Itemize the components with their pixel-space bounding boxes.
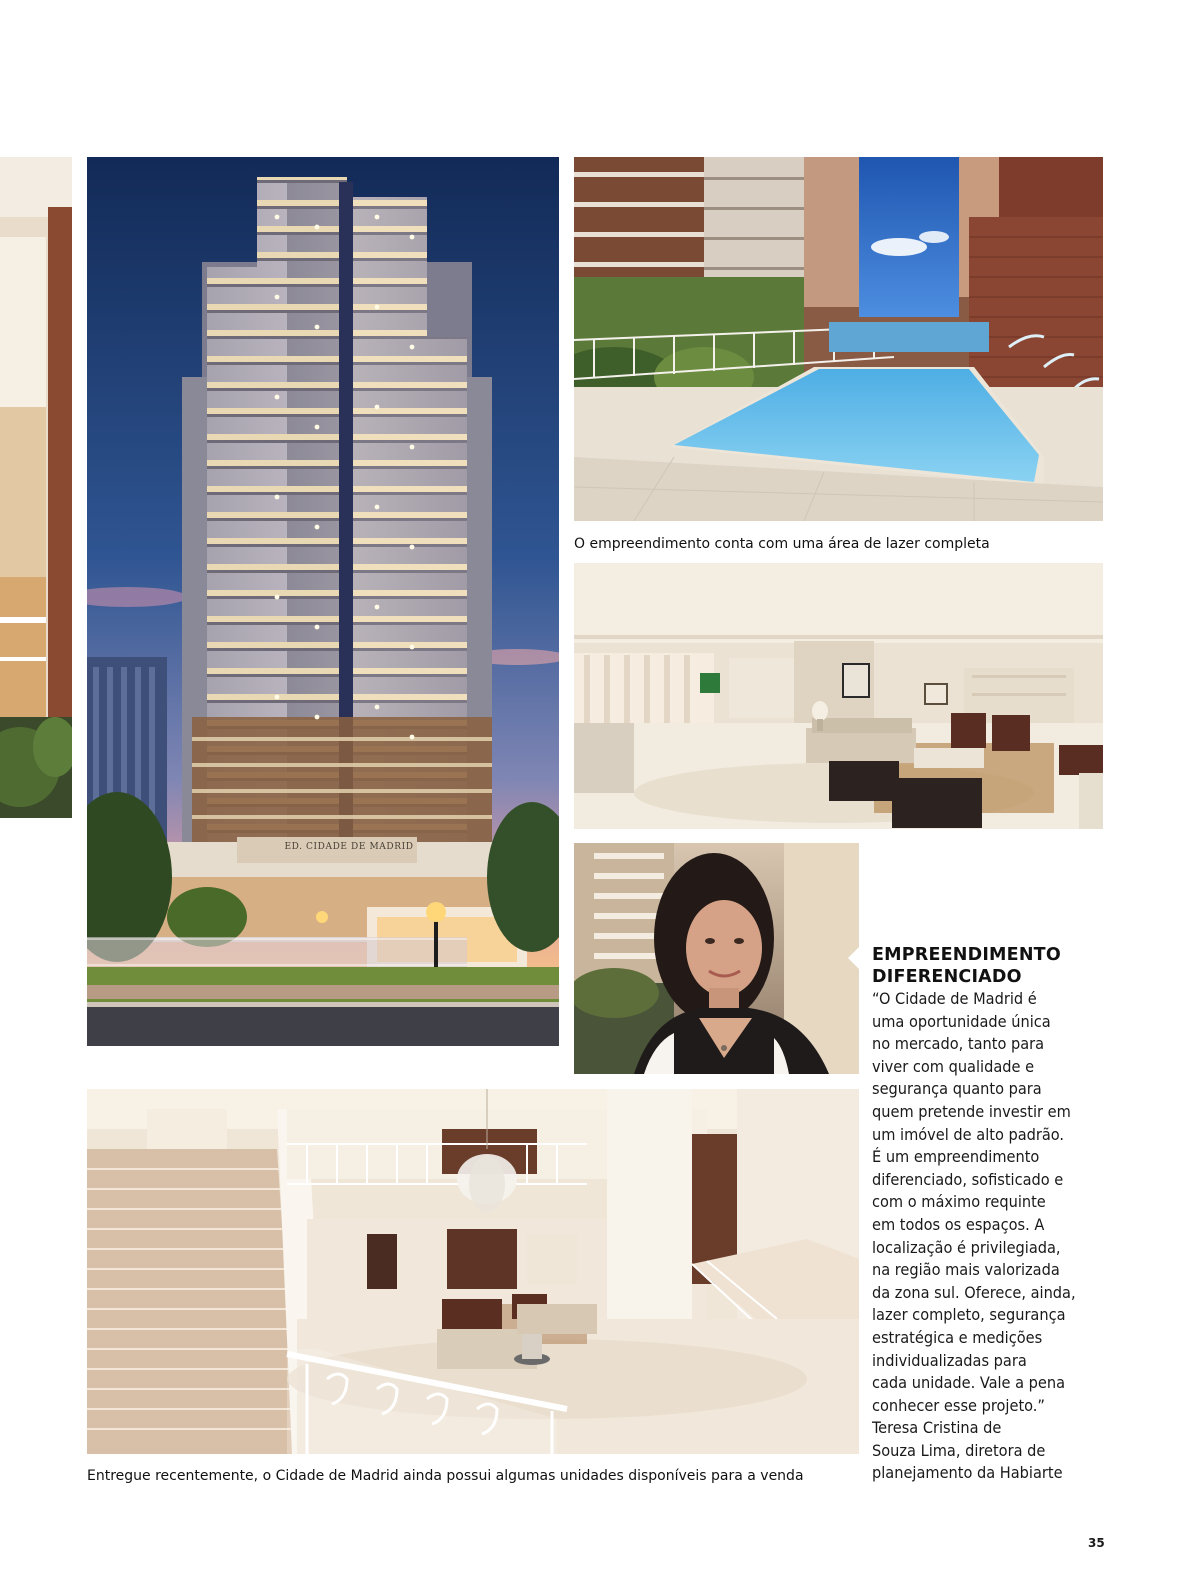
facade-sign: ED. CIDADE DE MADRID xyxy=(284,842,414,852)
sidebar-line: segurança quanto para xyxy=(872,1079,1042,1099)
sidebar-line: “O Cidade de Madrid é xyxy=(872,989,1037,1008)
page-number: 35 xyxy=(1088,1536,1105,1550)
building-tower-photo xyxy=(87,157,559,1046)
sidebar-line: em todos os espaços. A xyxy=(872,1214,1045,1234)
pool-photo xyxy=(574,157,1103,521)
sidebar-line: individualizadas para xyxy=(872,1350,1027,1370)
sidebar-line: diferenciado, sofisticado e xyxy=(872,1169,1064,1189)
sidebar-line: Souza Lima, diretora de xyxy=(872,1440,1046,1460)
partial-interior-photo xyxy=(0,157,72,818)
sidebar-body xyxy=(872,988,1112,1485)
sidebar-line: viver com qualidade e xyxy=(872,1056,1035,1076)
sidebar-line: uma oportunidade única xyxy=(872,1011,1051,1031)
sidebar-pointer xyxy=(848,944,862,972)
sidebar-heading-line1: EMPREENDIMENTO xyxy=(872,945,1061,965)
sidebar-line: da zona sul. Oferece, ainda, xyxy=(872,1282,1076,1302)
sidebar-line: no mercado, tanto para xyxy=(872,1034,1045,1054)
portrait-photo xyxy=(574,843,859,1074)
living-room-photo xyxy=(574,563,1103,829)
sidebar-line: conhecer esse projeto.” xyxy=(872,1395,1045,1415)
sidebar-quote xyxy=(872,944,1112,1485)
lobby-caption: Entregue recentemente, o Cidade de Madrid ainda possui algumas unidades disponíveis para a venda xyxy=(87,1468,804,1484)
sidebar-line: quem pretende investir em xyxy=(872,1101,1071,1121)
sidebar-line: um imóvel de alto padrão. xyxy=(872,1124,1065,1144)
lobby-staircase-photo xyxy=(87,1089,859,1454)
sidebar-line: Teresa Cristina de xyxy=(872,1418,1002,1438)
sidebar-line: lazer completo, segurança xyxy=(872,1305,1066,1325)
pool-caption: O empreendimento conta com uma área de lazer completa xyxy=(574,536,990,552)
sidebar-line: É um empreendimento xyxy=(872,1147,1040,1167)
sidebar-line: na região mais valorizada xyxy=(872,1260,1060,1280)
sidebar-line: cada unidade. Vale a pena xyxy=(872,1373,1066,1393)
sidebar-line: planejamento da Habiarte xyxy=(872,1463,1063,1483)
sidebar-line: estratégica e medições xyxy=(872,1327,1043,1347)
sidebar-line: localização é privilegiada, xyxy=(872,1237,1061,1257)
sidebar-line: com o máximo requinte xyxy=(872,1192,1046,1212)
sidebar-heading-line2: DIFERENCIADO xyxy=(872,967,1022,987)
